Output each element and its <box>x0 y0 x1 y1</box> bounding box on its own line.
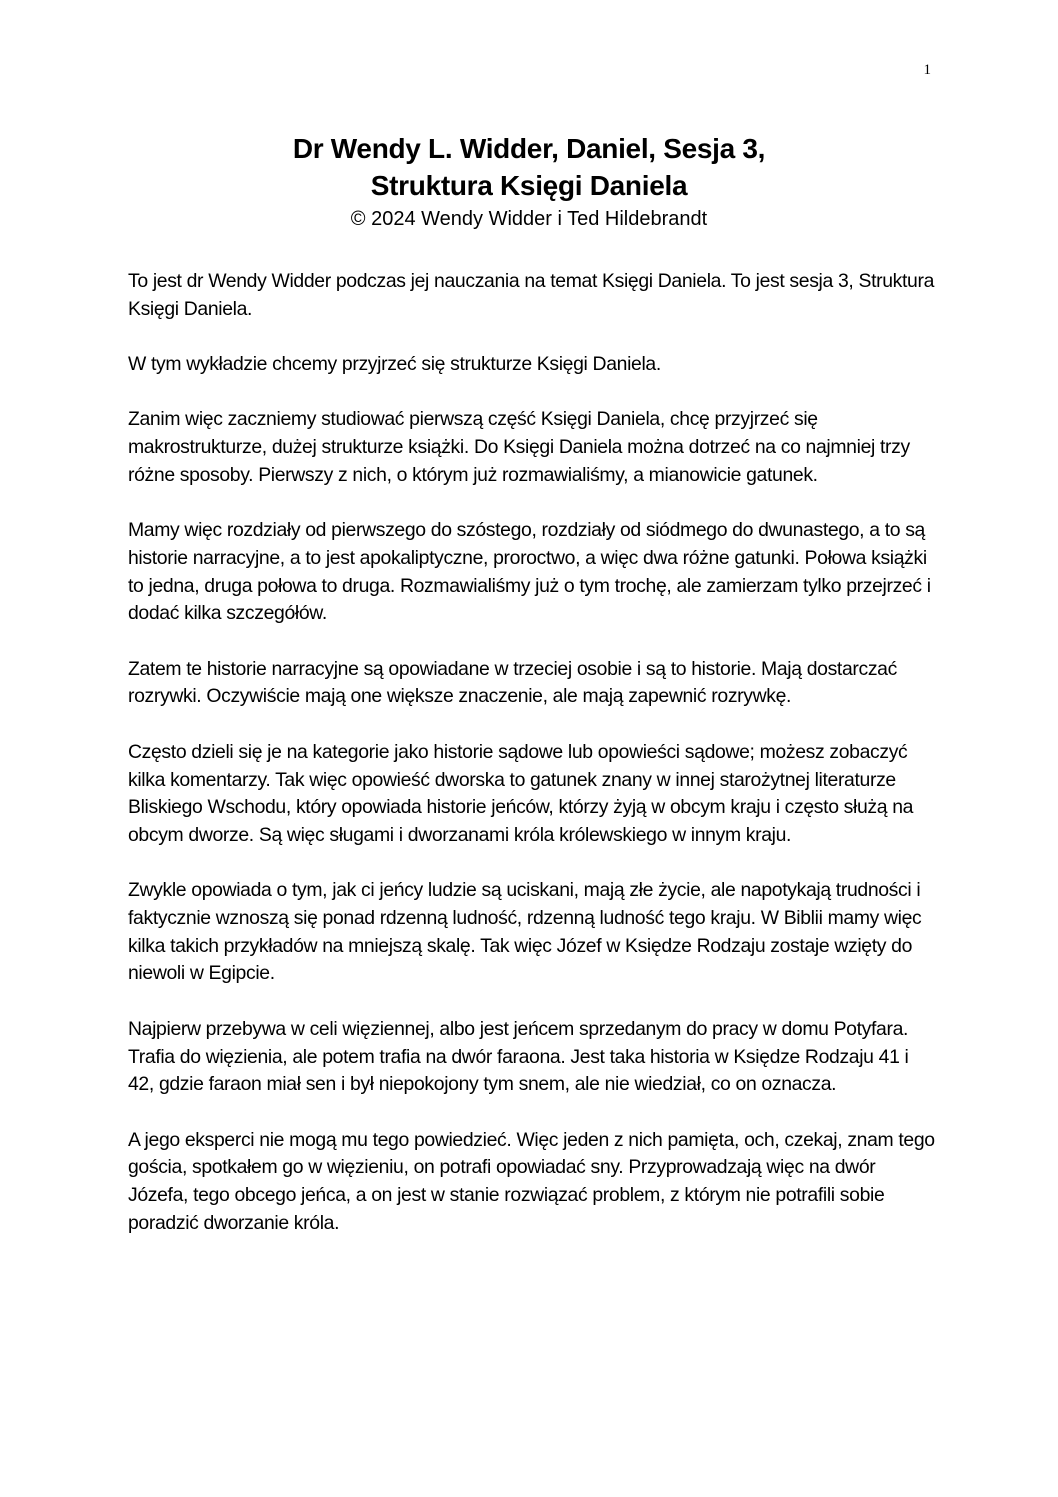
paragraph: To jest dr Wendy Widder podczas jej nauczania na temat Księgi Daniela. To jest sesja 3, Struktura Księgi Daniela. <box>128 270 935 320</box>
document-title-line-2: Struktura Księgi Daniela <box>370 170 688 201</box>
paragraph: Zatem te historie narracyjne są opowiadane w trzeciej osobie i są to historie. Mają dostarczać rozrywki. Oczywiście mają one większe znaczenie, ale mają zapewnić rozrywkę. <box>128 657 897 708</box>
paragraph: Najpierw przebywa w celi więziennej, albo jest jeńcem sprzedanym do pracy w domu Potyfara. Trafia do więzienia, ale potem trafia na dwór faraona. Jest taka historia w Księdze Rodzaju 41 i 42, gdzie faraon miał sen i był niepokojony tym snem, ale nie wiedział, co on oznacza. <box>128 1017 909 1096</box>
paragraph: Często dzieli się je na kategorie jako historie sądowe lub opowieści sądowe; możesz zobaczyć kilka komentarzy. Tak więc opowieść dworska to gatunek znany w innej starożytnej literaturze Bliskiego Wschodu, który opowiada historie jeńców, którzy żyją w obcym kraju i często służą na obcym dworze. Są więc sługami i dworzanami króla królewskiego w innym kraju. <box>128 740 914 846</box>
document-title-line-1: Dr Wendy L. Widder, Daniel, Sesja 3, <box>292 133 766 164</box>
paragraph: Zanim więc zaczniemy studiować pierwszą część Księgi Daniela, chcę przyjrzeć się makrostrukturze, dużej strukturze książki. Do Księgi Daniela można dotrzeć na co najmniej trzy różne sposoby. Pierwszy z nich, o którym już rozmawialiśmy, a mianowicie gatunek. <box>128 408 910 486</box>
paragraph: Mamy więc rozdziały od pierwszego do szóstego, rozdziały od siódmego do dwunastego, a to są historie narracyjne, a to jest apokaliptyczne, proroctwo, a więc dwa różne gatunki. Połowa książki to jedna, druga połowa to druga. Rozmawialiśmy już o tym trochę, ale zamierzam tylko przejrzeć i dodać kilka szczegółów. <box>128 519 931 625</box>
document-body <box>128 268 936 1265</box>
paragraph: A jego eksperci nie mogą mu tego powiedzieć. Więc jeden z nich pamięta, och, czekaj, znam tego gościa, spotkałem go w więzieniu, on potrafi opowiadać sny. Przyprowadzają więc na dwór Józefa, tego obcego jeńca, a on jest w stanie rozwiązać problem, z którym nie potrafili sobie poradzić dworzanie króla. <box>128 1128 935 1234</box>
paragraph: W tym wykładzie chcemy przyjrzeć się strukturze Księgi Daniela. <box>128 353 661 376</box>
document-header <box>0 130 1058 234</box>
page-number: 1 <box>923 62 931 78</box>
copyright-notice: © 2024 Wendy Widder i Ted Hildebrandt <box>350 208 708 230</box>
paragraph: Zwykle opowiada o tym, jak ci jeńcy ludzie są uciskani, mają złe życie, ale napotykają trudności i faktycznie wznoszą się ponad rdzenną ludność, rdzenną ludność tego kraju. W Biblii mamy więc kilka takich przykładów na mniejszą skalę. Tak więc Józef w Księdze Rodzaju zostaje wzięty do niewoli w Egipcie. <box>128 879 922 985</box>
